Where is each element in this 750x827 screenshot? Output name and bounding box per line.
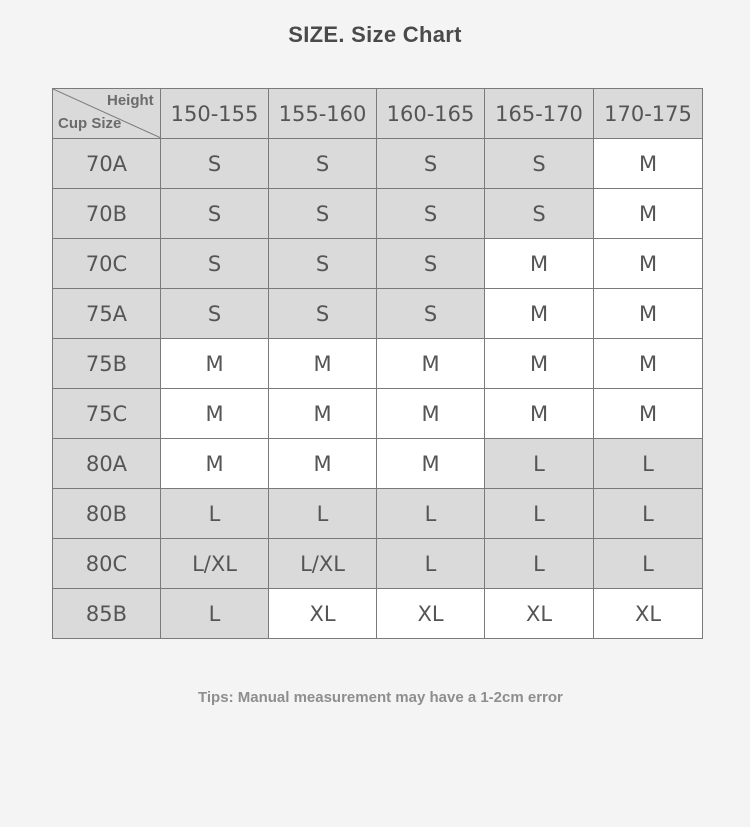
size-cell: L/XL [161,539,269,589]
size-cell: L/XL [269,539,377,589]
size-cell: M [594,289,703,339]
table-row [53,189,703,239]
size-cell: M [485,239,594,289]
header-height-range: 160-165 [377,89,485,139]
table-row [53,539,703,589]
size-cell: S [377,139,485,189]
corner-cell [53,89,161,139]
size-cell: XL [594,589,703,639]
header-row [53,89,703,139]
tips-note: Tips: Manual measurement may have a 1-2cm error [198,689,563,706]
table-row [53,239,703,289]
size-cell: M [161,439,269,489]
size-cell: XL [377,589,485,639]
cup-size-label: Cup Size [58,115,122,132]
header-height-range: 150-155 [161,89,269,139]
size-cell: M [269,439,377,489]
size-cell: L [377,489,485,539]
size-cell: L [594,439,703,489]
size-cell: M [161,389,269,439]
size-cell: L [485,439,594,489]
size-cell: M [485,339,594,389]
header-height-range: 170-175 [594,89,703,139]
size-cell: S [377,189,485,239]
size-cell: L [485,539,594,589]
size-cell: L [377,539,485,589]
cup-size-cell: 80A [53,439,161,489]
size-cell: S [377,239,485,289]
cup-size-cell: 70A [53,139,161,189]
size-cell: S [377,289,485,339]
size-cell: M [594,389,703,439]
size-cell: S [161,239,269,289]
page-title: SIZE. Size Chart [288,22,462,47]
size-cell: S [269,239,377,289]
size-cell: XL [485,589,594,639]
size-cell: S [161,139,269,189]
header-height-range: 155-160 [269,89,377,139]
size-cell: M [377,339,485,389]
size-chart-table [52,88,703,639]
size-cell: M [377,389,485,439]
table-row [53,389,703,439]
cup-size-cell: 70B [53,189,161,239]
cup-size-cell: 70C [53,239,161,289]
size-cell: XL [269,589,377,639]
size-cell: M [485,389,594,439]
table-row [53,439,703,489]
size-cell: M [269,389,377,439]
size-cell: M [594,189,703,239]
size-cell: S [485,139,594,189]
cup-size-cell: 80C [53,539,161,589]
cup-size-cell: 80B [53,489,161,539]
size-cell: L [485,489,594,539]
table-row [53,339,703,389]
size-cell: M [269,339,377,389]
table-row [53,289,703,339]
height-label: Height [107,92,154,109]
cup-size-cell: 75B [53,339,161,389]
size-cell: S [269,189,377,239]
size-cell: S [269,139,377,189]
size-cell: M [594,239,703,289]
cup-size-cell: 75C [53,389,161,439]
size-cell: M [594,139,703,189]
table-row [53,489,703,539]
size-cell: S [485,189,594,239]
size-cell: M [485,289,594,339]
size-cell: L [161,589,269,639]
size-cell: M [594,339,703,389]
size-cell: L [594,489,703,539]
header-height-range: 165-170 [485,89,594,139]
table-row [53,139,703,189]
size-cell: L [269,489,377,539]
size-cell: M [161,339,269,389]
size-cell: S [161,289,269,339]
cup-size-cell: 75A [53,289,161,339]
size-cell: S [161,189,269,239]
size-cell: L [594,539,703,589]
size-cell: S [269,289,377,339]
table-row [53,589,703,639]
size-cell: M [377,439,485,489]
cup-size-cell: 85B [53,589,161,639]
size-cell: L [161,489,269,539]
